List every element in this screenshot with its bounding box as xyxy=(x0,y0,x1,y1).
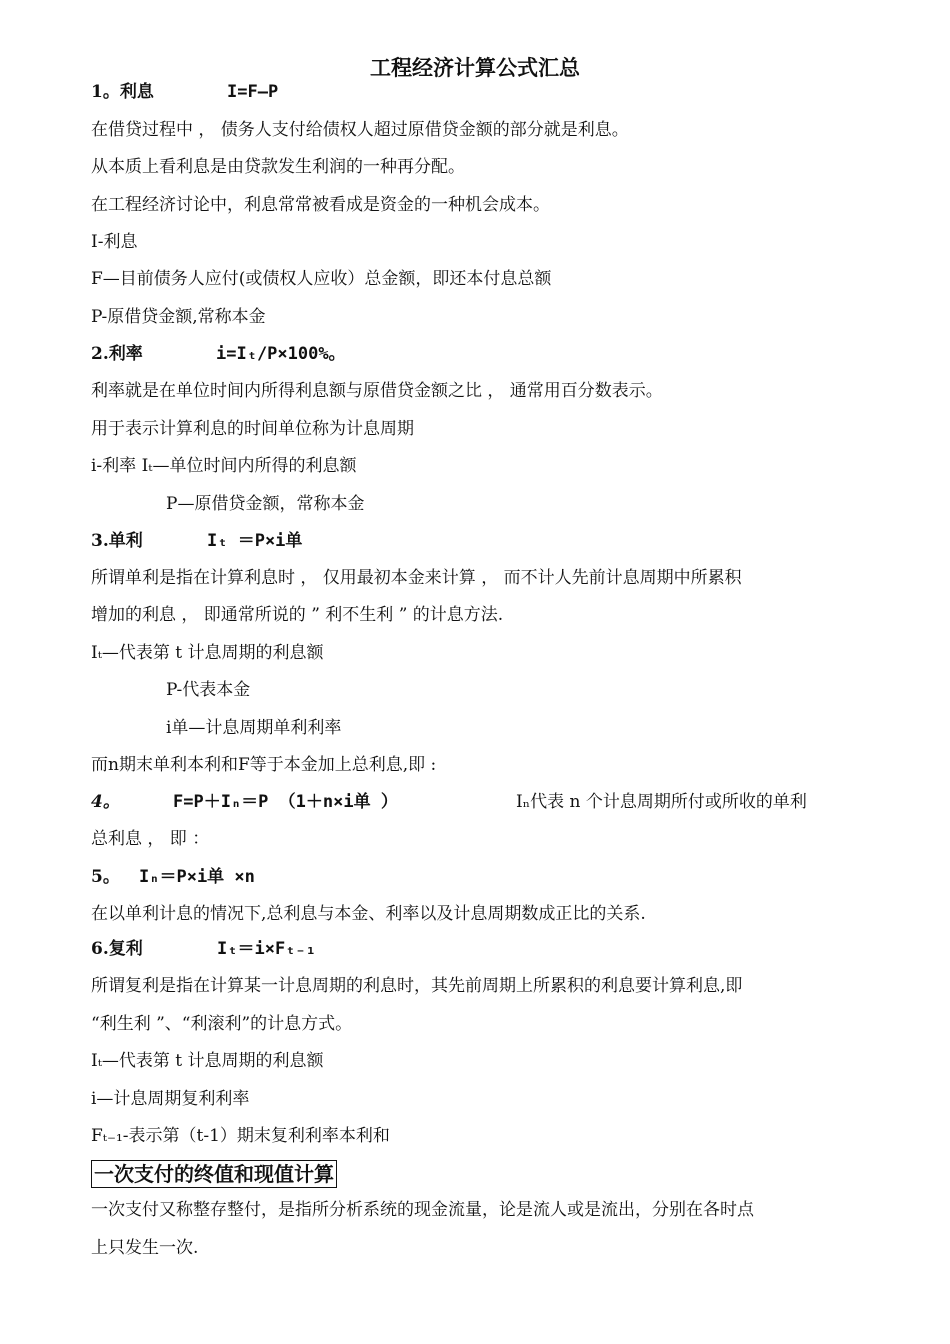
section-3-formula: Iₜ ＝P×i单 xyxy=(207,531,303,551)
s4-line-2: 总利息 ， 即 ： xyxy=(91,829,210,849)
section-2-heading: 2.利率 xyxy=(91,344,143,364)
s2-indent-line: P—原借贷金额，常称本金 xyxy=(166,494,365,514)
section-1-header xyxy=(91,80,279,104)
s6-line-4: i—计息周期复利利率 xyxy=(91,1089,250,1109)
section-heading-boxed: 一次支付的终值和现值计算 xyxy=(91,1160,337,1188)
s1-line-4: I-利息 xyxy=(91,232,138,252)
section-4-heading: 4。 xyxy=(91,792,120,812)
section-5-header xyxy=(91,865,255,889)
section-1-formula: I=F—P xyxy=(227,82,279,102)
page-title: 工程经济计算公式汇总 xyxy=(370,55,580,80)
section-5-formula: Iₙ＝P×i单 ×n xyxy=(139,867,255,887)
section-3-heading: 3.单利 xyxy=(91,531,143,551)
s1-line-6: P-原借贷金额,常称本金 xyxy=(91,307,266,327)
s2-line-1: 利率就是在单位时间内所得利息额与原借贷金额之比 ， 通常用百分数表示。 xyxy=(91,381,663,401)
section-6-heading: 6.复利 xyxy=(91,939,143,959)
s1-line-5: F—目前债务人应付(或债权人应收）总金额，即还本付息总额 xyxy=(91,269,552,289)
s7-line-2: 上只发生一次. xyxy=(91,1238,199,1258)
s6-line-2: “利生利 ”、“利滚利”的计息方式。 xyxy=(91,1014,353,1034)
section-2-header xyxy=(91,342,346,366)
s3-tail-line: 而n期末单利本利和F等于本金加上总利息,即 : xyxy=(91,755,437,775)
s3-indent-1: P-代表本金 xyxy=(166,680,251,700)
section-4-text: Iₙ代表 n 个计息周期所付或所收的单利 xyxy=(516,792,807,812)
s1-line-3: 在工程经济讨论中，利息常常被看成是资金的一种机会成本。 xyxy=(91,195,550,215)
s6-line-5: Fₜ₋₁-表示第（t-1）期末复利利率本利和 xyxy=(91,1126,390,1146)
s3-line-2: 增加的利息 ， 即通常所说的 ” 利不生利 ” 的计息方法. xyxy=(91,605,504,625)
s7-line-1: 一次支付又称整存整付，是指所分析系统的现金流量，论是流人或是流出，分别在各时点 xyxy=(91,1200,754,1220)
s5-line: 在以单利计息的情况下,总利息与本金、利率以及计息周期数成正比的关系. xyxy=(91,904,646,924)
section-1-heading: 1。利息 xyxy=(91,82,154,102)
section-5-heading: 5。 xyxy=(91,867,120,887)
section-6-formula: Iₜ＝i×Fₜ₋₁ xyxy=(217,939,316,959)
s3-line-1: 所谓单利是指在计算利息时 ， 仅用最初本金来计算 ， 而不计人先前计息周期中所累积 xyxy=(91,568,742,588)
section-3-header xyxy=(91,529,303,553)
section-2-formula: i=Iₜ/P×100%。 xyxy=(216,344,346,364)
section-4-formula: F=P＋Iₙ＝P （1＋n×i单 ） xyxy=(173,792,398,812)
s3-line-3: Iₜ—代表第 t 计息周期的利息额 xyxy=(91,643,324,663)
section-6-header xyxy=(91,937,316,961)
s1-line-2: 从本质上看利息是由贷款发生利润的一种再分配。 xyxy=(91,157,465,177)
s6-line-3: Iₜ—代表第 t 计息周期的利息额 xyxy=(91,1051,324,1071)
s3-indent-2: i单—计息周期单利利率 xyxy=(166,718,342,738)
s2-line-3: i-利率 Iₜ—单位时间内所得的利息额 xyxy=(91,456,357,476)
s1-line-1: 在借贷过程中 ， 债务人支付给债权人超过原借贷金额的部分就是利息。 xyxy=(91,120,629,140)
section-4-header xyxy=(91,790,807,814)
s2-line-2: 用于表示计算利息的时间单位称为计息周期 xyxy=(91,419,414,439)
s6-line-1: 所谓复利是指在计算某一计息周期的利息时，其先前周期上所累积的利息要计算利息,即 xyxy=(91,976,743,996)
